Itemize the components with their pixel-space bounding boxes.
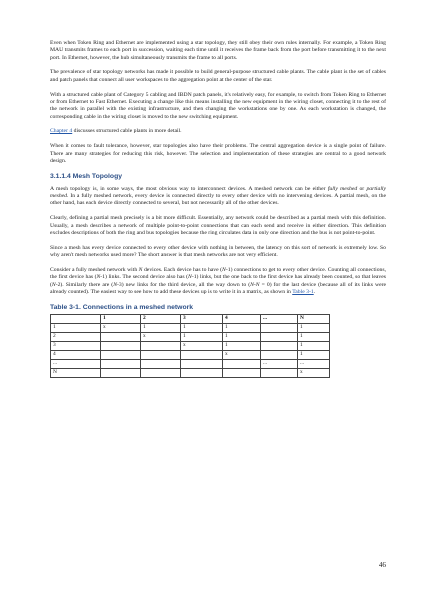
table-cell: ... (298, 359, 330, 368)
table-cell: ... (261, 359, 298, 368)
table-cell (261, 323, 298, 332)
paragraph-mesh-latency: Since a mesh has every device connected to every other device with nothing in between, the latency on this sort of network is extremely low. So why aren't mesh networks used more? The short answer is that mesh networks are not very efficient. (50, 244, 386, 259)
variable-n: N (188, 274, 192, 281)
table-caption: Table 3-1. Connections in a meshed network (50, 303, 194, 311)
header-cell: 1 (101, 314, 141, 323)
table-cell (261, 332, 298, 341)
text-run: -1) links. The second device also has ( (100, 274, 189, 281)
table-cell: 1 (181, 332, 223, 341)
text-run: = 0) for the last device (because all of its links were already counted). The easiest way to see how to add these devices up is to write it in a matrix, as shown in (50, 281, 386, 295)
table-cell: 3 (51, 341, 101, 350)
table-cell: N (51, 368, 101, 377)
variable-n: N (222, 266, 226, 273)
text-run: -1) links, but the one back to the first device has already been counted, so that leaves ( (50, 274, 386, 288)
table-row (51, 323, 330, 332)
header-cell: N (298, 314, 330, 323)
header-cell: 2 (141, 314, 181, 323)
table-cell (101, 332, 141, 341)
table-cell (223, 359, 261, 368)
paragraph-chapter-ref (50, 128, 386, 135)
table-cell (141, 350, 181, 359)
paragraph-fault-tolerance: When it comes to fault tolerance, however, star topologies also have their problems. The central aggregation device is a single point of failure. There are many strategies for reducing this risk, however. The selection and implementation of these strategies are central to a good network design. (50, 143, 386, 164)
table-cell: 1 (298, 341, 330, 350)
table-cell (261, 350, 298, 359)
table-cell (101, 359, 141, 368)
text-run: -3) new links for the third device, all the way down to ( (116, 281, 251, 288)
table-cell: ... (51, 359, 101, 368)
section-heading-mesh-topology: 3.1.1.4 Mesh Topology (50, 172, 123, 180)
table-cell (181, 350, 223, 359)
page-content (50, 40, 386, 378)
text-run: devices. Each device has to have ( (142, 266, 223, 273)
paragraph-cable-plants: The prevalence of star topology networks has made it possible to build general-purpose structured cable plants. The cable plant is the set of cables and patch panels that connect all user workspaces to the aggregation point at the center of the star. (50, 69, 386, 83)
text-run: A mesh topology is, in some ways, the most obvious way to interconnect devices. A meshed network can be either (50, 185, 328, 192)
text-run: Consider a fully meshed network with (50, 266, 139, 273)
header-cell: ... (261, 314, 298, 323)
table-cell (141, 359, 181, 368)
paragraph-token-ring-star: Even when Token Ring and Ethernet are implemented using a star topology, they still obey their own rules internally. For example, a Token Ring MAU transmits frames to each port in succession, waiting each time until it receives the frame back from the port before transmitting it to the next port. In Ethernet, however, the hub simultaneously transmits the frame to all ports. (50, 40, 386, 61)
table-cell: x (101, 323, 141, 332)
paragraph-fully-meshed-count (50, 267, 386, 296)
table-cell (261, 341, 298, 350)
table-cell (101, 368, 141, 377)
table-cell: x (298, 368, 330, 377)
table-cell: 1 (51, 323, 101, 332)
variable-n: N (113, 281, 117, 288)
text-run: . (313, 288, 316, 295)
table-cell (141, 341, 181, 350)
variable-n: N (138, 266, 143, 273)
table-row (51, 368, 330, 377)
table-cell: 1 (181, 323, 223, 332)
variable-n: N (51, 281, 56, 288)
table-cell: 1 (223, 323, 261, 332)
table-cell: 1 (223, 341, 261, 350)
table-cell: x (181, 341, 223, 350)
table-cell: 1 (141, 323, 181, 332)
table-cell: x (141, 332, 181, 341)
chapter-4-link[interactable]: Chapter 4 (50, 128, 73, 135)
table-cell: x (223, 350, 261, 359)
table-cell (223, 368, 261, 377)
table-row (51, 341, 330, 350)
table-cell: 2 (51, 332, 101, 341)
page-number: 46 (378, 561, 386, 569)
table-cell (101, 350, 141, 359)
table-cell (141, 368, 181, 377)
text-run: -2). Similarly there are ( (55, 281, 114, 288)
table-cell (181, 368, 223, 377)
paragraph-structured-cable: With a structured cable plant of Category 5 cabling and IBDN patch panels, it's relatively easy, for example, to switch from Token Ring to Ethernet or from Ethernet to Fast Ethernet. Executing a change like this means installing the new equipment in the wiring closet, connecting it to the rest of the network in parallel with the existing infrastructure, and then changing the workstations one by one. As each workstation is changed, the corresponding cable in the wiring closet is moved to the new switching equipment. (50, 91, 386, 120)
table-row (51, 359, 330, 368)
table-cell: 4 (51, 350, 101, 359)
emphasis-fully-meshed: fully meshed (327, 185, 358, 192)
paragraph-mesh-intro (50, 186, 386, 208)
table-cell (101, 341, 141, 350)
variable-n: N (96, 274, 101, 281)
text-run: or (357, 185, 367, 192)
mesh-connections-table (50, 314, 330, 378)
table-cell: 1 (298, 332, 330, 341)
table-cell (181, 359, 223, 368)
variable-n-minus-n: N-N (250, 281, 260, 288)
emphasis-partially-meshed: partially meshed (50, 185, 387, 200)
text-run: . In a fully meshed network, every device is connected directly to every other device with no intervening devices. A partial mesh, on the other hand, has each device directly connected to several, but not necessarily all of the other devices. (50, 193, 386, 207)
paragraph-partial-mesh: Clearly, defining a partial mesh precisely is a bit more difficult. Essentially, any network could be described as a partial mesh with this definition. Usually, a mesh describes a network of multiple point-to-point connections that can each send and receive in either direction. This definition excludes descriptions of both the ring and bus topologies because the ring circulates data in only one direction and the bus is not point-to-point. (50, 215, 386, 236)
table-row (51, 332, 330, 341)
header-cell: 4 (223, 314, 261, 323)
table-cell (261, 368, 298, 377)
table-cell: 1 (298, 350, 330, 359)
header-cell (51, 314, 101, 323)
table-3-1-link[interactable]: Table 3-1 (292, 288, 314, 295)
table-cell: 1 (298, 323, 330, 332)
header-cell: 3 (181, 314, 223, 323)
table-header-row (51, 314, 330, 323)
chapter-ref-text: discusses structured cable plants in more detail. (72, 128, 182, 135)
table-cell: 1 (223, 332, 261, 341)
text-run: -1) connections to get to every other device. Counting all connections, the first device has ( (50, 266, 386, 281)
table-row (51, 350, 330, 359)
